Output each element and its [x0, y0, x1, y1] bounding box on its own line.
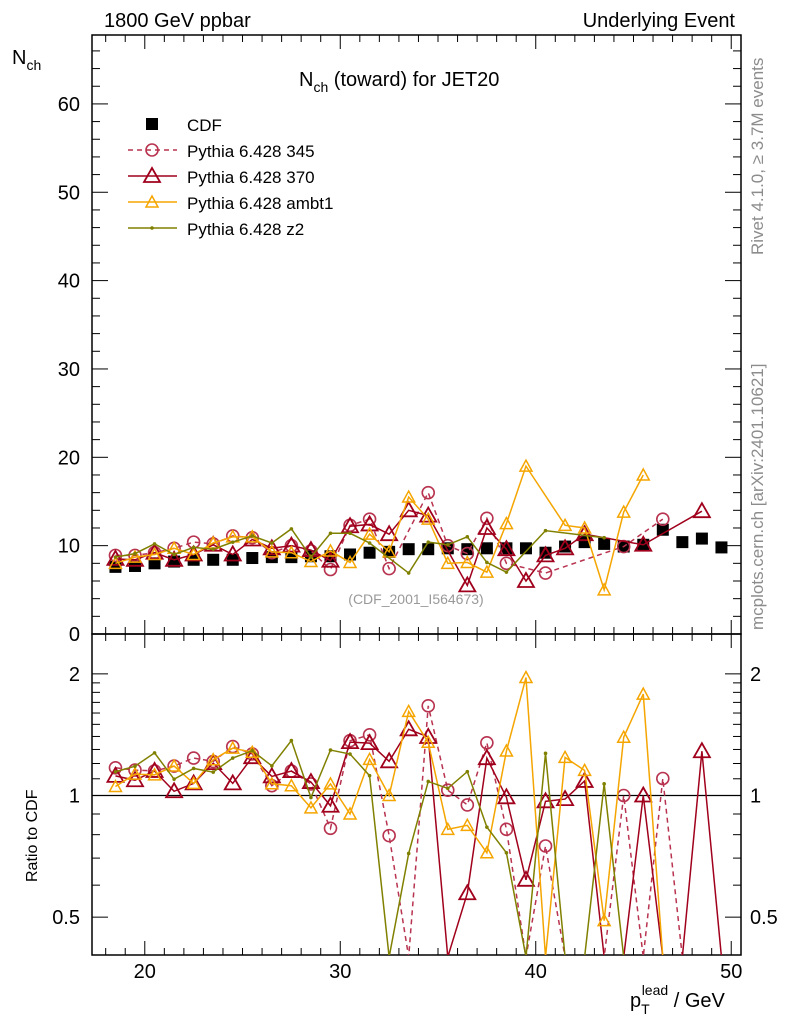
data-point: [481, 542, 493, 554]
ratio-point: [309, 796, 313, 800]
ratio-point: [172, 777, 176, 781]
data-point: [602, 536, 606, 540]
x-tick-label: 50: [720, 961, 743, 983]
ratio-point: [446, 787, 450, 791]
data-point: [520, 542, 532, 554]
y-tick-label: 60: [57, 93, 80, 116]
data-point: [403, 543, 415, 555]
data-point: [715, 541, 727, 553]
data-point: [426, 540, 430, 544]
ratio-point: [133, 764, 137, 768]
y-tick-label: 10: [57, 535, 80, 558]
ratio-point: [466, 770, 470, 774]
ratio-point: [211, 770, 215, 774]
legend-marker: [144, 168, 160, 182]
legend-label: Pythia 6.428 370: [187, 168, 315, 187]
ratio-point: [329, 748, 333, 752]
x-tick-label: 20: [133, 961, 156, 983]
data-point: [172, 553, 176, 557]
ratio-frame: [92, 634, 741, 955]
ratio-tick-label: 2: [68, 663, 80, 686]
legend-label: CDF: [187, 116, 222, 135]
legend-label: Pythia 6.428 345: [187, 142, 315, 161]
ratio-point: [602, 782, 606, 786]
data-point: [329, 531, 333, 535]
ratio-point: [485, 825, 489, 829]
data-point: [211, 547, 215, 551]
series-pythia-6-428-z2: [114, 527, 606, 575]
header-left: 1800 GeV ppbar: [104, 10, 251, 32]
ratio-point: [250, 749, 254, 753]
data-point: [250, 534, 254, 538]
legend: [128, 116, 333, 239]
data-point: [676, 536, 688, 548]
data-point: [270, 541, 274, 545]
y-tick-label: 30: [57, 358, 80, 381]
ratio-point: [544, 752, 548, 756]
ratio-point: [481, 737, 493, 749]
ratio-line: [115, 741, 721, 957]
legend-entry: [128, 168, 315, 187]
series-pythia-6-428-ambt1: [109, 460, 649, 595]
ratio-y-axis-label: Ratio to CDF: [24, 789, 41, 882]
data-point: [231, 540, 235, 544]
data-point: [368, 541, 372, 545]
header-right: Underlying Event: [582, 10, 735, 32]
ratio-point: [231, 756, 235, 760]
legend-entry: [128, 194, 333, 213]
ratio-tick-label: 1: [68, 785, 80, 808]
data-point: [466, 535, 470, 539]
data-point: [544, 529, 548, 533]
data-point: [364, 547, 376, 559]
data-point: [114, 555, 118, 559]
legend-entry: [128, 220, 304, 239]
data-point: [540, 567, 552, 579]
data-point: [324, 564, 336, 576]
main-y-axis-label: $N_{ch}$: [12, 47, 42, 73]
ratio-line: [115, 729, 721, 957]
y-tick-label: 0: [68, 624, 80, 646]
rivet-label: Rivet 4.1.0, ≥ 3.7M events: [748, 57, 767, 255]
ratio-point: [270, 764, 274, 768]
data-point: [485, 561, 489, 565]
legend-entry: [146, 116, 222, 135]
ratio-point: [461, 799, 473, 811]
data-point: [407, 571, 411, 575]
data-point: [598, 538, 610, 550]
main-plot: [107, 460, 727, 595]
data-point: [637, 469, 649, 480]
data-point: [344, 548, 356, 560]
legend-label: Pythia 6.428 z2: [187, 220, 305, 239]
data-point: [246, 552, 258, 564]
ratio-point: [426, 780, 430, 784]
x-tick-label: 40: [524, 961, 547, 983]
data-point: [133, 552, 137, 556]
x-axis-label: $p_Tlead$ / GeV: [630, 982, 725, 1017]
data-point: [153, 542, 157, 546]
mcplots-label: mcplots.cern.ch [arXiv:2401.10621]: [748, 363, 767, 630]
ratio-point: [348, 752, 352, 756]
data-point: [207, 554, 219, 566]
data-point: [192, 546, 196, 550]
ratio-series-pythia-6-428-ambt1: [109, 672, 721, 957]
ratio-tick-label-right: 2: [750, 663, 762, 686]
chart-title: $N_{ch}$ (toward) for JET20: [299, 69, 500, 95]
legend-marker: [150, 226, 154, 230]
ratio-point: [290, 739, 294, 743]
legend-label: Pythia 6.428 ambt1: [187, 194, 334, 213]
ratio-line: [115, 706, 721, 957]
data-point: [290, 527, 294, 531]
ratio-point: [505, 851, 509, 855]
ratio-tick-label-right: 1: [750, 785, 762, 808]
ratio-point: [368, 774, 372, 778]
ratio-tick-label: 0.5: [52, 907, 80, 930]
data-point: [446, 543, 450, 547]
ratio-tick-label-right: 0.5: [750, 907, 778, 930]
y-tick-label: 50: [57, 182, 80, 205]
ratio-plot: [107, 672, 721, 957]
data-point: [348, 531, 352, 535]
analysis-watermark: (CDF_2001_I564673): [348, 591, 484, 607]
y-tick-label: 40: [57, 270, 80, 293]
legend-marker: [146, 118, 158, 130]
ratio-point: [407, 852, 411, 856]
ratio-point: [153, 751, 157, 755]
data-point: [309, 555, 313, 559]
data-point: [422, 487, 434, 499]
legend-entry: [128, 142, 315, 161]
x-tick-label: 30: [329, 961, 352, 983]
y-tick-label: 20: [57, 447, 80, 470]
data-point: [505, 570, 509, 574]
ratio-point: [192, 767, 196, 771]
series-line: [115, 466, 643, 590]
data-point: [696, 533, 708, 545]
ratio-point: [114, 770, 118, 774]
